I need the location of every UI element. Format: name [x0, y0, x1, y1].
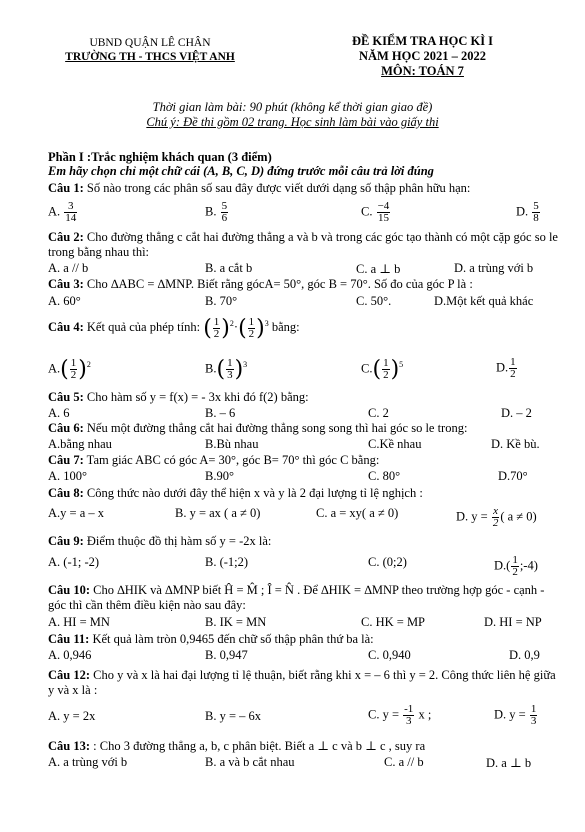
option-d: D. Kề bù. [491, 437, 540, 451]
subject: MÔN: TOÁN 7 [381, 64, 464, 78]
question-3 [48, 277, 560, 292]
part-title: Phần I :Trắc nghiệm khách quan (3 điểm) [48, 150, 272, 164]
option-b: B. a cắt b [205, 261, 253, 275]
part-instruction: Em hãy chọn chỉ một chữ cái (A, B, C, D) đứng trước mỗi câu trả lời đúng [48, 164, 434, 178]
question-text: Nếu một đường thẳng cắt hai đường thẳng song song thì hai góc so le trong: [83, 421, 468, 435]
question-label: Câu 10: [48, 583, 91, 597]
exam-meta [40, 100, 545, 130]
option-b: B. $\frac{5}{6}$ [205, 200, 228, 224]
question-text: Cho ∆ABC = ∆MNP. Biết rằng gócA= 50°, góc B = 70°. Số đo của góc P là : [83, 277, 473, 291]
exam-title: ĐỀ KIỂM TRA HỌC KÌ I [351, 34, 494, 48]
option-c: C. 2 [368, 406, 389, 420]
option-d: D. 0,9 [509, 648, 540, 662]
option-a: A.y = a – x [48, 506, 104, 520]
question-7 [48, 453, 560, 468]
question-text: Cho y và x là hai đại lượng tỉ lệ thuận, biết rằng khi x = – 6 thì y = 2. Công thức liên hệ giữa y và x là : [48, 668, 556, 697]
option-a: A. (-1; -2) [48, 555, 100, 569]
option-d: D. a ⊥ b [486, 756, 532, 770]
question-5 [48, 390, 560, 405]
option-b: B. (-1;2) [205, 555, 249, 569]
question-label: Câu 9: [48, 534, 84, 548]
option-b: B. 0,947 [205, 648, 248, 662]
option-a: A. 60° [48, 294, 81, 308]
question-13 [48, 739, 560, 754]
option-d: D. HI = NP [484, 615, 542, 629]
q1-options [48, 201, 558, 227]
option-c: C. 0,940 [368, 648, 411, 662]
question-label: Câu 3: [48, 277, 84, 291]
option-d: D. a trùng với b [454, 261, 534, 275]
option-c: C. 50°. [356, 294, 392, 308]
school-name: TRƯỜNG TH - THCS VIỆT ANH [65, 51, 235, 63]
question-text: Cho đường thẳng c cắt hai đường thẳng a và b và trong các góc tạo thành có một cặp góc so le trong bằng nhau thì: [48, 230, 558, 259]
question-text: Kết quả làm tròn 0,9465 đến chữ số thập phân thứ ba là: [89, 632, 374, 646]
district-name: UBND QUẬN LÊ CHÂN [89, 37, 211, 49]
question-label: Câu 8: [48, 486, 84, 500]
q7-options [48, 469, 558, 487]
question-12 [48, 668, 560, 698]
question-text-pre: Kết quả của phép tính: [83, 320, 204, 335]
question-text: Tam giác ABC có góc A= 30°, góc B= 70° thì góc C bằng: [83, 453, 380, 467]
option-a: A. 100° [48, 469, 88, 483]
question-label: Câu 11: [48, 632, 90, 646]
q3-options [48, 294, 558, 312]
question-text: : Cho 3 đường thẳng a, b, c phân biệt. Biết a ⊥ c và b ⊥ c , suy ra [90, 739, 426, 753]
option-d: D. $\frac{5}{8}$ [516, 200, 539, 224]
option-c: C. a // b [384, 755, 424, 769]
option-d: D. y = $\frac{x}{2}$ ( a ≠ 0) [456, 505, 537, 529]
question-8 [48, 486, 560, 501]
question-text: Công thức nào dưới đây thể hiện x và y là 2 đại lượng tỉ lệ nghịch : [83, 486, 423, 500]
option-b: B. – 6 [205, 406, 236, 420]
option-b: B. y = – 6x [205, 709, 262, 723]
question-label: Câu 5: [48, 390, 84, 404]
option-b: B.( $\frac{1}{3}$ )$^3$ [205, 357, 248, 382]
question-text: Cho hàm số y = f(x) = - 3x khi đó f(2) bằng: [83, 390, 309, 404]
q4-options [48, 357, 558, 387]
option-a: A.bằng nhau [48, 437, 112, 451]
question-label: Câu 6: [48, 421, 84, 435]
q9-options [48, 555, 558, 579]
option-b: B. a và b cắt nhau [205, 755, 295, 769]
q11-options [48, 648, 558, 666]
option-d: D. – 2 [501, 406, 532, 420]
question-text: Cho ∆HIK và ∆MNP biết Ĥ = M̂ ; Î = N̂ . Để ∆HIK = ∆MNP theo trường hợp góc - cạnh - góc thì cần thêm điều kiện nào sau đây: [48, 583, 545, 612]
option-a: A.( $\frac{1}{2}$ )$^2$ [48, 357, 91, 382]
option-c: C.Kề nhau [368, 437, 422, 451]
option-d: D.( $\frac{1}{2}$ ;-4) [494, 554, 538, 578]
question-text-post: bằng: [268, 320, 300, 335]
option-a: A. y = 2x [48, 709, 96, 723]
exam-note: Chú ý: Đề thi gồm 02 trang. Học sinh làm bài vào giấy thi [146, 115, 439, 129]
option-c: C. y = $\frac{-1}{3}$ x ; [368, 703, 432, 727]
question-2 [48, 230, 560, 260]
option-a: A. a // b [48, 261, 89, 275]
q12-options [48, 704, 558, 732]
option-c: C. 80° [368, 469, 401, 483]
option-a: A. 6 [48, 406, 70, 420]
q13-options [48, 755, 558, 773]
option-d: D.70° [498, 469, 528, 483]
option-b: B. 70° [205, 294, 238, 308]
question-text: Điểm thuộc đồ thị hàm số y = -2x là: [83, 534, 272, 548]
question-1 [48, 181, 560, 196]
option-c: C. $\frac{-4}{15}$ [361, 200, 390, 224]
option-c: C. a = xy( a ≠ 0) [316, 506, 399, 520]
question-label: Câu 12: [48, 668, 91, 682]
option-d: D. $\frac{1}{2}$ [496, 356, 516, 380]
question-label: Câu 2: [48, 230, 84, 244]
header-right [280, 34, 565, 79]
option-b: B. y = ax ( a ≠ 0) [175, 506, 261, 520]
question-11 [48, 632, 560, 647]
question-6 [48, 421, 560, 436]
option-c: C. HK = MP [361, 615, 426, 629]
option-d: D.Một kết quả khác [434, 294, 534, 308]
option-c: C. (0;2) [368, 555, 407, 569]
option-b: B. IK = MN [205, 615, 267, 629]
option-c: C.( $\frac{1}{2}$ )$^5$ [361, 357, 404, 382]
q8-options [48, 506, 558, 530]
question-text: Số nào trong các phân số sau đây được viết dưới dạng số thập phân hữu hạn: [83, 181, 471, 195]
question-9 [48, 534, 560, 549]
question-label: Câu 1: [48, 181, 84, 195]
question-10 [48, 583, 560, 613]
option-b: B.90° [205, 469, 234, 483]
option-a: A. HI = MN [48, 615, 110, 629]
option-d: D. y = $\frac{1}{3}$ [494, 703, 537, 727]
option-a: A. 0,946 [48, 648, 92, 662]
school-year: NĂM HỌC 2021 – 2022 [358, 49, 487, 63]
question-4: Câu 4: Kết quả của phép tính: ( $\frac{1}{2}$ )$^2$·( $\frac{1}{2}$ )$^3$ bằng: [48, 315, 300, 341]
option-c: C. a ⊥ b [356, 262, 401, 276]
option-a: A. a trùng với b [48, 755, 128, 769]
exam-time: Thời gian làm bài: 90 phút (không kể thời gian giao đề) [152, 100, 433, 114]
q10-options [48, 615, 558, 633]
header-left [40, 36, 260, 64]
question-label: Câu 4: [48, 320, 84, 335]
option-a: A. $\frac{3}{14}$ [48, 200, 77, 224]
question-label: Câu 7: [48, 453, 84, 467]
question-label: Câu 13: [48, 739, 91, 753]
option-b: B.Bù nhau [205, 437, 259, 451]
